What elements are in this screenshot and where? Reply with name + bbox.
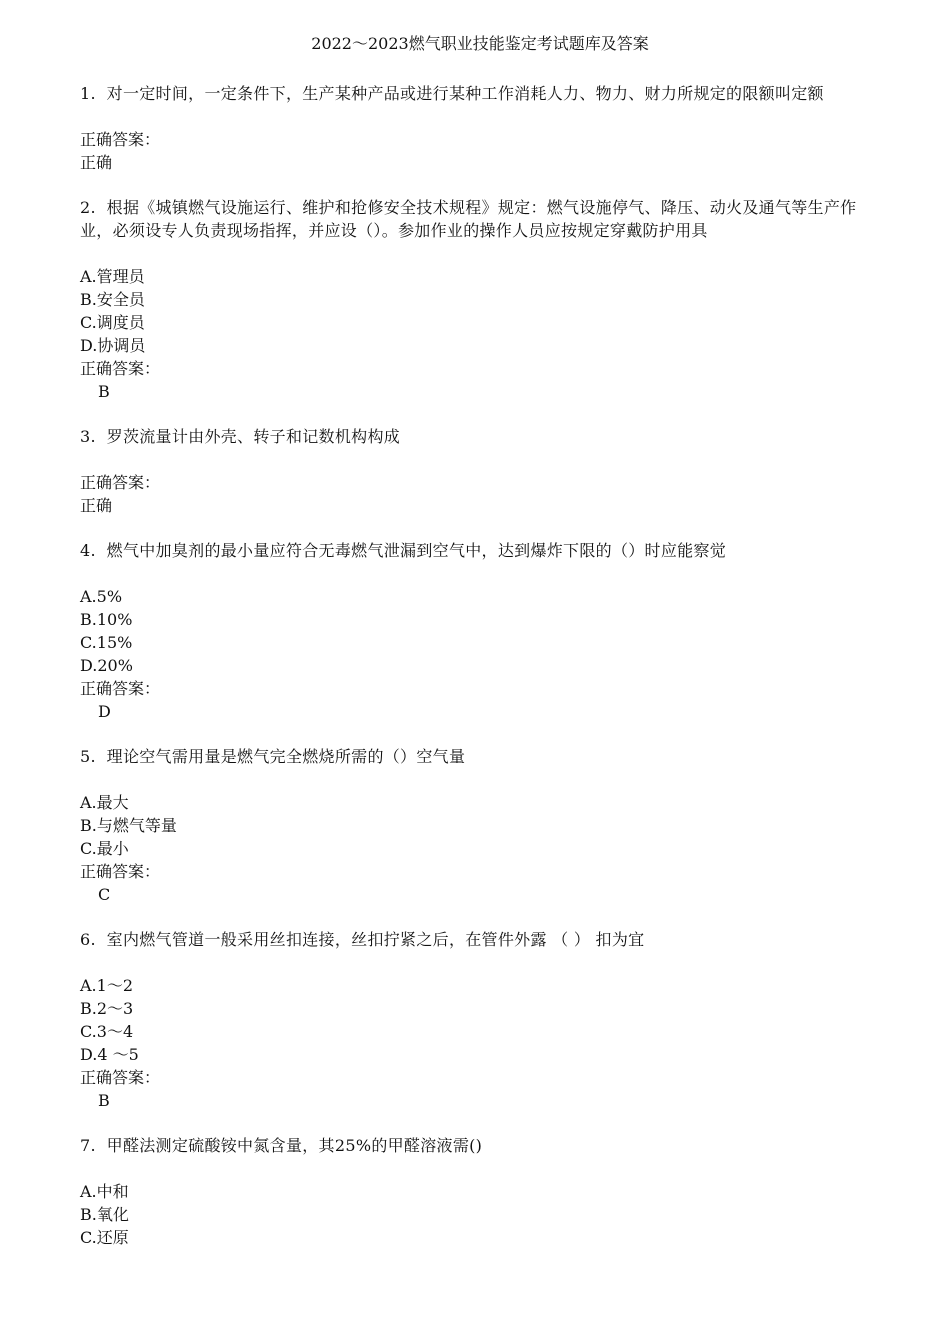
question-item (80, 82, 870, 174)
answer-option: C.还原 (80, 1228, 129, 1247)
answer-value: C (98, 885, 111, 904)
question-body: 室内燃气管道一般采用丝扣连接，丝扣拧紧之后，在管件外露 （ ） 扣为宜 (106, 930, 645, 949)
answer-value: B (98, 1091, 110, 1110)
question-text (80, 745, 870, 768)
question-text (80, 425, 870, 448)
answer-option: A.最大 (80, 793, 129, 812)
answer-option: B.10% (80, 610, 133, 629)
answer-option: C.最小 (80, 839, 129, 858)
question-item (80, 425, 870, 517)
question-body: 甲醛法测定硫酸铵中氮含量，其25%的甲醛溶液需() (106, 1136, 483, 1155)
answer-option: B.氧化 (80, 1205, 129, 1224)
answer-option: B.2～3 (80, 999, 134, 1018)
question-body: 根据《城镇燃气设施运行、维护和抢修安全技术规程》规定：燃气设施停气、降压、动火及通气等生产作业，必须设专人负责现场指挥，并应设（）。参加作业的操作人员应按规定穿戴防护用具 (80, 198, 857, 240)
answer-option: C.3～4 (80, 1022, 134, 1041)
answer-option: D.20% (80, 656, 133, 675)
answer-label: 正确答案： (80, 679, 161, 698)
answer-value: D (98, 702, 111, 721)
answer-option: A.5% (80, 587, 123, 606)
answer-option: C.15% (80, 633, 133, 652)
answer-option: A.1～2 (80, 976, 134, 995)
answer-option: D.4 ～5 (80, 1045, 139, 1064)
question-list (80, 82, 870, 1249)
question-number: 7. (80, 1136, 96, 1155)
answer-value: 正确 (80, 153, 113, 172)
document-title: 2022～2023燃气职业技能鉴定考试题库及答案 (311, 34, 649, 53)
question-body: 理论空气需用量是燃气完全燃烧所需的（）空气量 (106, 747, 466, 766)
answer-label: 正确答案： (80, 862, 161, 881)
question-text (80, 196, 870, 242)
question-text (80, 82, 870, 105)
answer-label: 正确答案： (80, 130, 161, 149)
question-body: 对一定时间，一定条件下，生产某种产品或进行某种工作消耗人力、物力、财力所规定的限额叫定额 (106, 84, 824, 103)
answer-option: B.与燃气等量 (80, 816, 177, 835)
answer-label: 正确答案： (80, 359, 161, 378)
answer-option: A.管理员 (80, 267, 145, 286)
question-body: 燃气中加臭剂的最小量应符合无毒燃气泄漏到空气中，达到爆炸下限的（）时应能察觉 (106, 541, 727, 560)
question-item (80, 539, 870, 723)
question-text (80, 539, 870, 562)
question-text (80, 1134, 870, 1157)
answer-label: 正确答案： (80, 473, 161, 492)
answer-value: 正确 (80, 496, 113, 515)
question-item (80, 1134, 870, 1249)
question-item (80, 196, 870, 403)
question-number: 4. (80, 541, 96, 560)
answer-option: B.安全员 (80, 290, 145, 309)
answer-option: A.中和 (80, 1182, 129, 1201)
question-number: 5. (80, 747, 96, 766)
question-number: 2. (80, 198, 96, 217)
question-number: 6. (80, 930, 96, 949)
answer-option: C.调度员 (80, 313, 145, 332)
answer-label: 正确答案： (80, 1068, 161, 1087)
question-text (80, 928, 870, 951)
question-number: 1. (80, 84, 96, 103)
question-number: 3. (80, 427, 96, 446)
question-body: 罗茨流量计由外壳、转子和记数机构构成 (106, 427, 401, 446)
question-item (80, 745, 870, 906)
answer-value: B (98, 382, 110, 401)
question-item (80, 928, 870, 1112)
answer-option: D.协调员 (80, 336, 146, 355)
